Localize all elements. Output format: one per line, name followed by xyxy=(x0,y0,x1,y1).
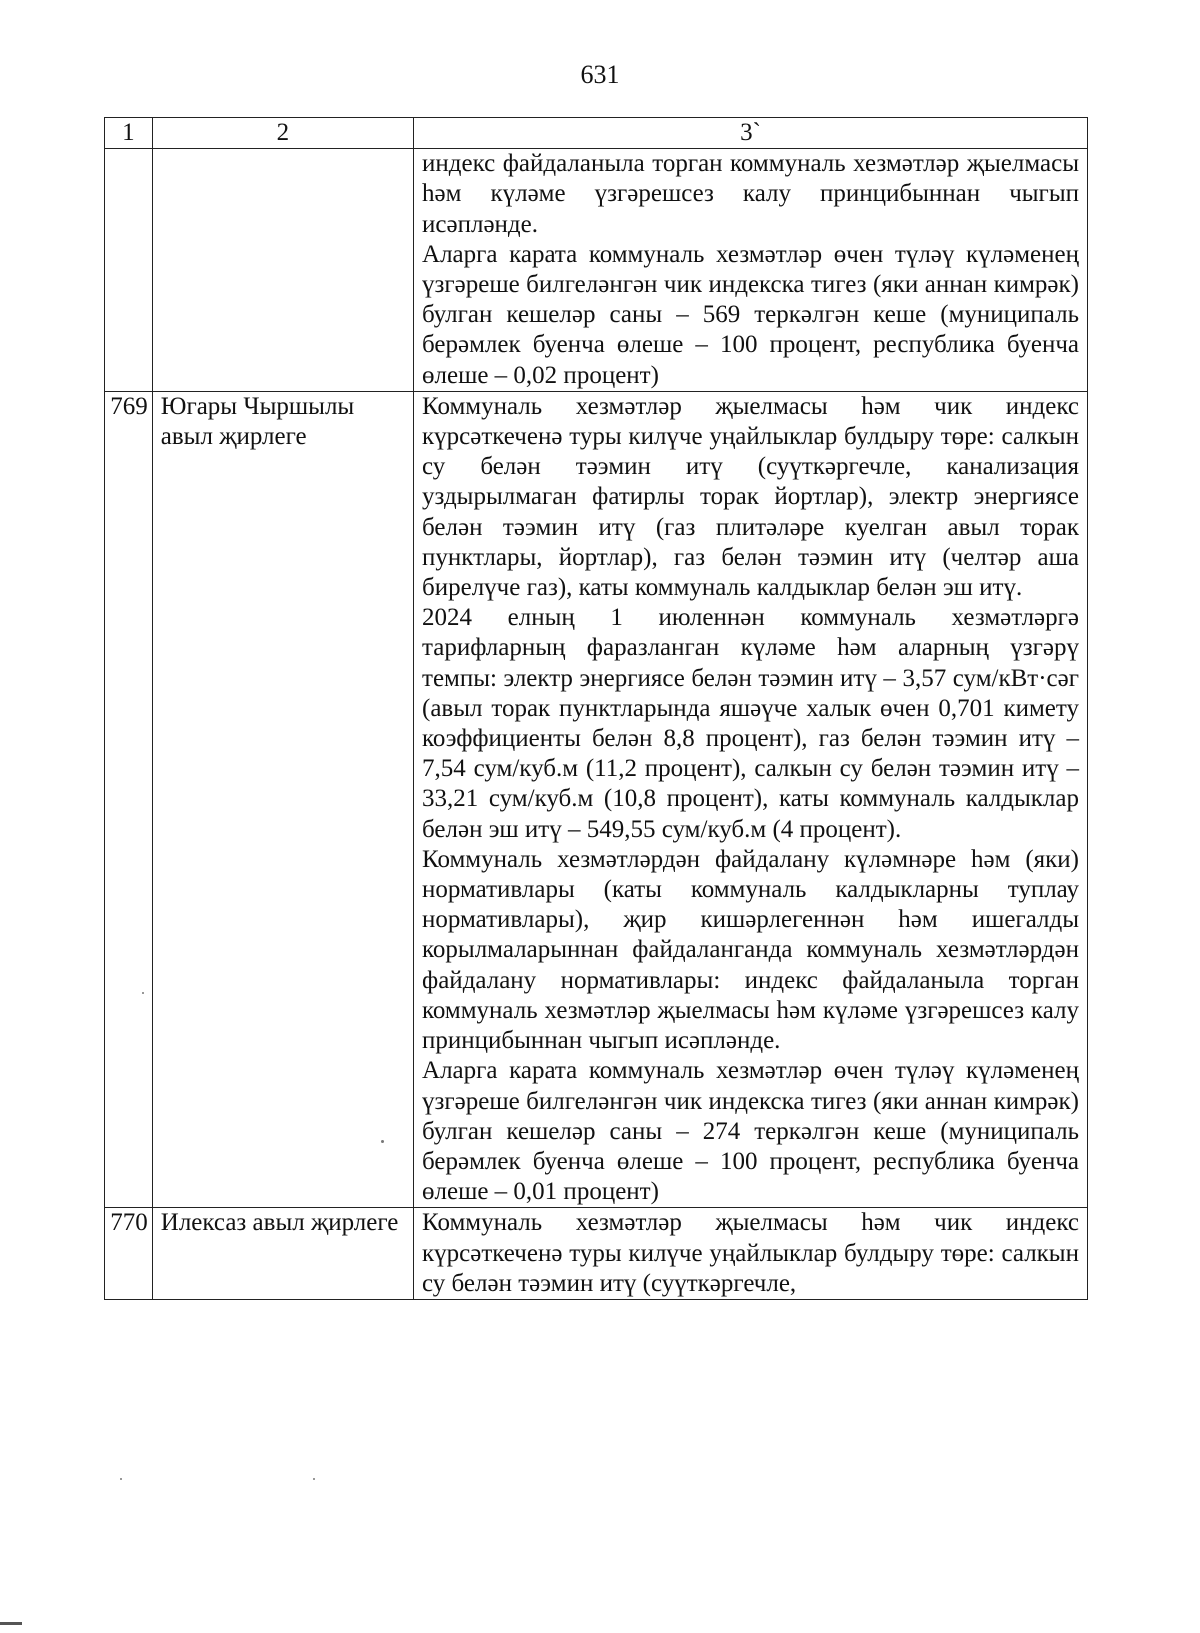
row-number xyxy=(105,149,153,392)
scan-speck xyxy=(142,992,144,994)
column-header-3: 3` xyxy=(414,118,1088,149)
scan-speck xyxy=(313,1478,315,1480)
description-paragraph: Коммуналь хезмәтләр җыелмасы һәм чик индекс күрсәткеченә туры килүче уңайлыклар булдыру төре: салкын су белән тәэмин итү (суүткәргечле, канализация уздырылмаган фатирлы торак йортлар), электр энергиясе белән тәэмин итү (газ плитәләре куелган авыл торак пунктлары, йортлар), газ белән тәэмин итү (челтәр аша бирелүче газ), каты коммуналь калдыклар белән эш итү. xyxy=(422,392,1079,602)
page-number: 631 xyxy=(580,60,620,89)
column-header-2: 2 xyxy=(152,118,413,149)
row-description xyxy=(414,391,1088,1207)
settlement-name: Илексаз авыл җирлеге xyxy=(152,1208,413,1300)
row-number: 769 xyxy=(105,391,153,1207)
description-paragraph: индекс файдаланыла торган коммуналь хезмәтләр җыелмасы һәм күләме үзгәрешсез калу принцибыннан чыгып исәпләнде. xyxy=(422,150,1079,238)
row-description xyxy=(414,149,1088,392)
table-row xyxy=(105,1208,1088,1300)
row-description xyxy=(414,1208,1088,1300)
scan-speck xyxy=(381,1140,384,1143)
scan-speck xyxy=(120,1478,122,1480)
table-header-row xyxy=(105,118,1088,149)
table-row xyxy=(105,391,1088,1207)
row-number: 770 xyxy=(105,1208,153,1300)
description-paragraph: Коммуналь хезмәтләрдән файдалану күләмнәре һәм (яки) нормативлары (каты коммуналь калдыкларны туплау нормативлары), җир кишәрлегеннән һәм ишегалды корылмаларыннан файдаланганда коммуналь хезмәтләрдән файдалану нормативлары: индекс файдаланыла торган коммуналь хезмәтләр җыелмасы һәм күләме үзгәрешсез калу принцибыннан чыгып исәпләнде. xyxy=(422,845,1079,1055)
description-paragraph: Аларга карата коммуналь хезмәтләр өчен түләү күләменең үзгәреше билгеләнгән чик индекска тигез (яки аннан кимрәк) булган кешеләр саны – 274 теркәлгән кеше (муниципаль берәмлек буенча өлеше – 100 процент, республика буенча өлеше – 0,01 процент) xyxy=(422,1057,1079,1206)
municipal-services-table xyxy=(104,117,1088,1300)
description-paragraph: 2024 елның 1 июленнән коммуналь хезмәтләргә тарифларның фаразланган күләме һәм аларның үзгәрү темпы: электр энергиясе белән тәэмин итү – 3,57 сум/кВт·сәг (авыл торак пунктларында яшәүче халык өчен 0,701 кимету коэффициенты белән 8,8 процент), газ белән тәэмин итү – 7,54 сум/куб.м (11,2 процент), салкын су белән тәэмин итү – 33,21 сум/куб.м (10,8 процент), каты коммуналь калдыклар белән эш итү – 549,55 сум/куб.м (4 процент). xyxy=(422,604,1079,843)
description-paragraph: Коммуналь хезмәтләр җыелмасы һәм чик индекс күрсәткеченә туры килүче уңайлыклар булдыру төре: салкын су белән тәэмин итү (суүткәргечле, xyxy=(422,1209,1079,1297)
description-paragraph: Аларга карата коммуналь хезмәтләр өчен түләү күләменең үзгәреше билгеләнгән чик индекска тигез (яки аннан кимрәк) булган кешеләр саны – 569 теркәлгән кеше (муниципаль берәмлек буенча өлеше – 100 процент, республика буенча өлеше – 0,02 процент) xyxy=(422,240,1079,389)
settlement-name xyxy=(152,149,413,392)
scan-edge-mark xyxy=(0,1622,22,1625)
table-row xyxy=(105,149,1088,392)
column-header-1: 1 xyxy=(105,118,153,149)
settlement-name: Югары Чыршылы авыл җирлеге xyxy=(152,391,413,1207)
